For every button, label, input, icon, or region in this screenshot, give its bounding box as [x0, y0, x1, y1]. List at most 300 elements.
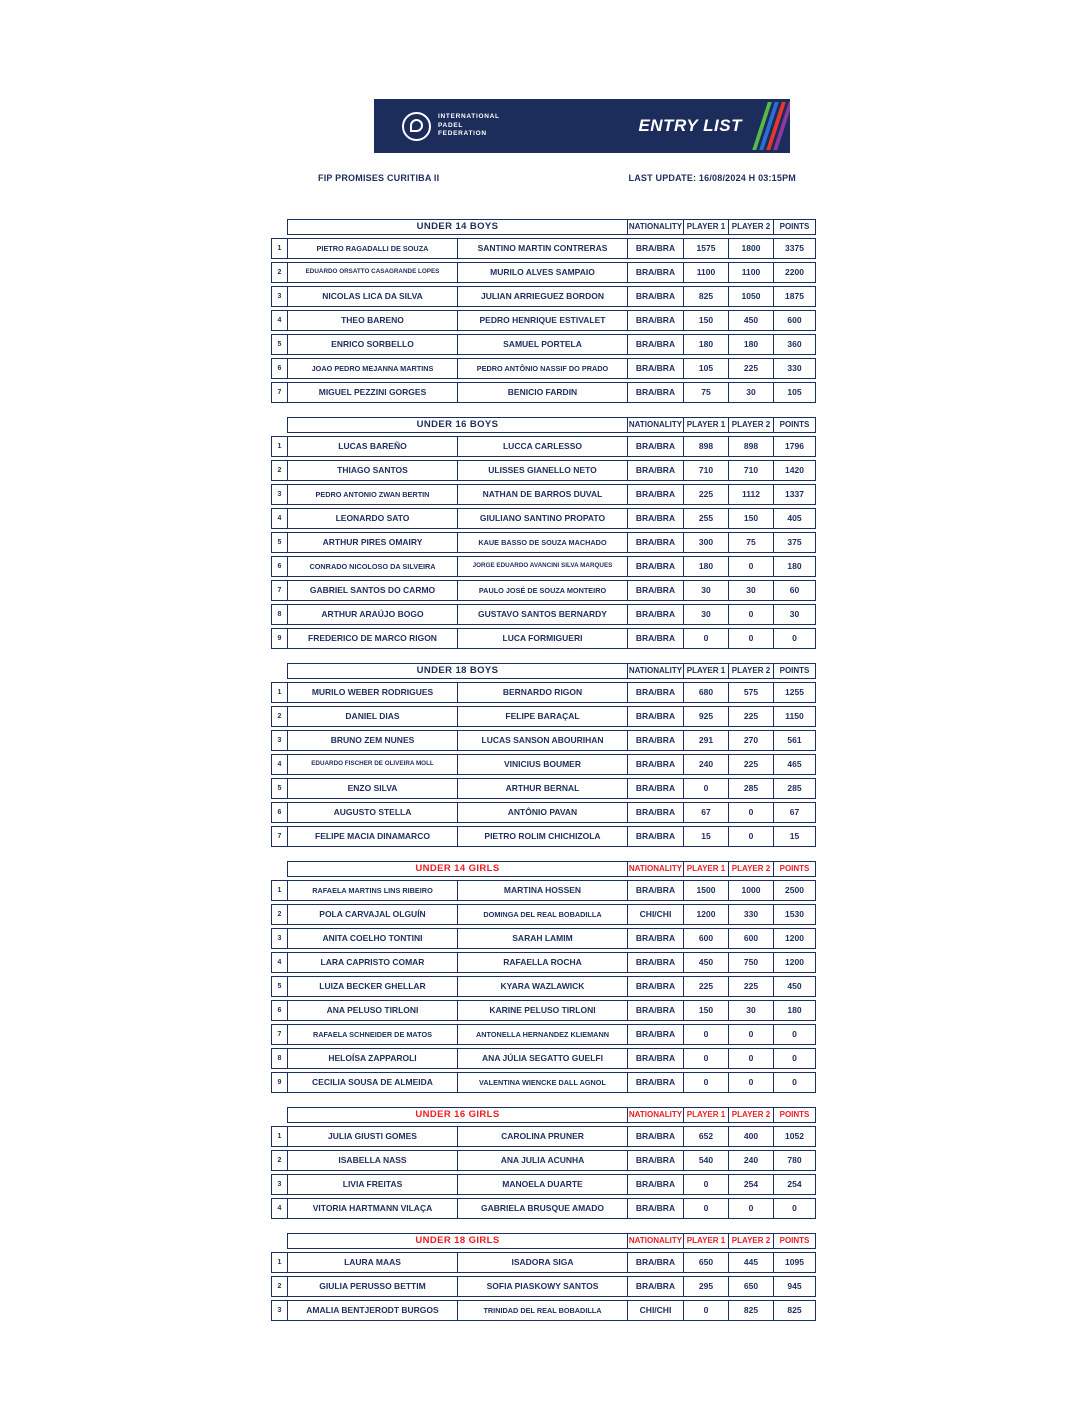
total-points: 1200: [773, 928, 816, 949]
player2-points: 240: [728, 1150, 774, 1171]
player1-name: EDUARDO FISCHER DE OLIVEIRA MOLL: [287, 754, 458, 775]
total-points: 1052: [773, 1126, 816, 1147]
fip-logo-text: [438, 113, 500, 138]
nationality-cell: BRA/BRA: [627, 1276, 684, 1297]
nationality-cell: BRA/BRA: [627, 508, 684, 529]
nationality-cell: BRA/BRA: [627, 1072, 684, 1093]
rank-cell: 1: [271, 436, 288, 457]
table-row: [271, 460, 821, 481]
rank-cell: 8: [271, 604, 288, 625]
player2-points: 710: [728, 460, 774, 481]
player1-name: LARA CAPRISTO COMAR: [287, 952, 458, 973]
rank-cell: 3: [271, 286, 288, 307]
player2-name: ISADORA SIGA: [457, 1252, 628, 1273]
table-row: [271, 1126, 821, 1147]
nationality-cell: BRA/BRA: [627, 310, 684, 331]
rank-cell: 7: [271, 580, 288, 601]
player2-name: MURILO ALVES SAMPAIO: [457, 262, 628, 283]
table-header-row: [287, 1107, 821, 1123]
player1-name: FELIPE MACIA DINAMARCO: [287, 826, 458, 847]
rank-cell: 8: [271, 1048, 288, 1069]
player1-points: 0: [683, 628, 729, 649]
table-row: [271, 1024, 821, 1045]
player2-points: 1112: [728, 484, 774, 505]
table-rows: [271, 238, 821, 403]
player2-points: 225: [728, 706, 774, 727]
player2-name: GUSTAVO SANTOS BERNARDY: [457, 604, 628, 625]
player1-name: AUGUSTO STELLA: [287, 802, 458, 823]
player1-name: AMALIA BENTJERODT BURGOS: [287, 1300, 458, 1321]
player1-name: LEONARDO SATO: [287, 508, 458, 529]
table-row: [271, 976, 821, 997]
player2-points: 0: [728, 628, 774, 649]
nationality-cell: BRA/BRA: [627, 880, 684, 901]
nationality-cell: BRA/BRA: [627, 1048, 684, 1069]
nationality-cell: BRA/BRA: [627, 1024, 684, 1045]
table-section: [271, 663, 821, 847]
player2-name: SOFIA PIASKOWY SANTOS: [457, 1276, 628, 1297]
player1-points: 1500: [683, 880, 729, 901]
table-row: [271, 778, 821, 799]
rank-cell: 3: [271, 730, 288, 751]
player2-points: 150: [728, 508, 774, 529]
table-row: [271, 628, 821, 649]
player1-name: JULIA GIUSTI GOMES: [287, 1126, 458, 1147]
player1-name: BRUNO ZEM NUNES: [287, 730, 458, 751]
player2-name: LUCA FORMIGUERI: [457, 628, 628, 649]
nationality-cell: BRA/BRA: [627, 1174, 684, 1195]
entry-list-title: ENTRY LIST: [638, 116, 742, 135]
rank-cell: 2: [271, 706, 288, 727]
player1-points: 150: [683, 310, 729, 331]
rank-cell: 6: [271, 802, 288, 823]
player2-name: ARTHUR BERNAL: [457, 778, 628, 799]
table-rows: [271, 682, 821, 847]
table-row: [271, 1150, 821, 1171]
player2-points: 0: [728, 802, 774, 823]
player1-name: CONRADO NICOLOSO DA SILVEIRA: [287, 556, 458, 577]
rank-cell: 9: [271, 628, 288, 649]
total-points: 180: [773, 556, 816, 577]
col-header-player1: PLAYER 1: [683, 1107, 729, 1123]
player1-points: 225: [683, 976, 729, 997]
player2-name: RAFAELLA ROCHA: [457, 952, 628, 973]
player2-points: 825: [728, 1300, 774, 1321]
table-row: [271, 262, 821, 283]
total-points: 0: [773, 1048, 816, 1069]
total-points: 600: [773, 310, 816, 331]
player2-name: GIULIANO SANTINO PROPATO: [457, 508, 628, 529]
player1-points: 450: [683, 952, 729, 973]
col-header-points: POINTS: [773, 861, 816, 877]
col-header-nationality: NATIONALITY: [627, 663, 684, 679]
col-header-nationality: NATIONALITY: [627, 1107, 684, 1123]
nationality-cell: CHI/CHI: [627, 904, 684, 925]
player2-points: 898: [728, 436, 774, 457]
nationality-cell: BRA/BRA: [627, 436, 684, 457]
table-title: UNDER 16 GIRLS: [287, 1107, 628, 1123]
player1-name: EDUARDO ORSATTO CASAGRANDE LOPES: [287, 262, 458, 283]
total-points: 15: [773, 826, 816, 847]
rank-cell: 3: [271, 928, 288, 949]
rank-cell: 5: [271, 334, 288, 355]
table-row: [271, 580, 821, 601]
table-rows: [271, 436, 821, 649]
total-points: 1200: [773, 952, 816, 973]
player1-name: LUIZA BECKER GHELLAR: [287, 976, 458, 997]
player2-points: 180: [728, 334, 774, 355]
table-header-row: [287, 663, 821, 679]
nationality-cell: BRA/BRA: [627, 1126, 684, 1147]
player1-points: 1200: [683, 904, 729, 925]
player1-points: 255: [683, 508, 729, 529]
rank-cell: 4: [271, 754, 288, 775]
player1-points: 225: [683, 484, 729, 505]
player1-points: 0: [683, 1198, 729, 1219]
player1-name: LUCAS BAREÑO: [287, 436, 458, 457]
total-points: 105: [773, 382, 816, 403]
total-points: 0: [773, 1198, 816, 1219]
rank-cell: 2: [271, 262, 288, 283]
col-header-player1: PLAYER 1: [683, 219, 729, 235]
player2-points: 1800: [728, 238, 774, 259]
total-points: 375: [773, 532, 816, 553]
table-row: [271, 904, 821, 925]
table-row: [271, 334, 821, 355]
page: [271, 99, 821, 1335]
player2-name: VINICIUS BOUMER: [457, 754, 628, 775]
table-row: [271, 1276, 821, 1297]
col-header-points: POINTS: [773, 1107, 816, 1123]
rank-cell: 5: [271, 778, 288, 799]
table-section: [271, 1233, 821, 1321]
table-header-row: [287, 861, 821, 877]
player2-points: 270: [728, 730, 774, 751]
nationality-cell: BRA/BRA: [627, 484, 684, 505]
total-points: 1095: [773, 1252, 816, 1273]
player1-name: CECILIA SOUSA DE ALMEIDA: [287, 1072, 458, 1093]
total-points: 67: [773, 802, 816, 823]
nationality-cell: CHI/CHI: [627, 1300, 684, 1321]
nationality-cell: BRA/BRA: [627, 580, 684, 601]
table-title: UNDER 18 BOYS: [287, 663, 628, 679]
player2-name: KARINE PELUSO TIRLONI: [457, 1000, 628, 1021]
table-title: UNDER 16 BOYS: [287, 417, 628, 433]
player2-points: 750: [728, 952, 774, 973]
player1-points: 295: [683, 1276, 729, 1297]
player2-name: JORGE EDUARDO AVANCINI SILVA MARQUES: [457, 556, 628, 577]
table-row: [271, 928, 821, 949]
player2-name: SANTINO MARTIN CONTRERAS: [457, 238, 628, 259]
nationality-cell: BRA/BRA: [627, 826, 684, 847]
total-points: 254: [773, 1174, 816, 1195]
player1-points: 0: [683, 1072, 729, 1093]
col-header-nationality: NATIONALITY: [627, 219, 684, 235]
player1-name: POLA CARVAJAL OLGUÍN: [287, 904, 458, 925]
table-row: [271, 286, 821, 307]
table-row: [271, 682, 821, 703]
nationality-cell: BRA/BRA: [627, 358, 684, 379]
rank-cell: 7: [271, 826, 288, 847]
total-points: 0: [773, 1072, 816, 1093]
rank-cell: 7: [271, 1024, 288, 1045]
table-row: [271, 730, 821, 751]
logo-line-2: PADEL: [438, 121, 464, 129]
fip-logo-icon: [402, 112, 431, 141]
player1-points: 67: [683, 802, 729, 823]
player1-points: 240: [683, 754, 729, 775]
total-points: 360: [773, 334, 816, 355]
player2-points: 30: [728, 580, 774, 601]
player2-name: SARAH LAMIM: [457, 928, 628, 949]
event-title: FIP PROMISES CURITIBA II: [318, 173, 440, 183]
player2-name: TRINIDAD DEL REAL BOBADILLA: [457, 1300, 628, 1321]
col-header-nationality: NATIONALITY: [627, 417, 684, 433]
player2-name: ANA JÚLIA SEGATTO GUELFI: [457, 1048, 628, 1069]
col-header-points: POINTS: [773, 663, 816, 679]
rank-cell: 6: [271, 556, 288, 577]
col-header-player2: PLAYER 2: [728, 861, 774, 877]
total-points: 1150: [773, 706, 816, 727]
col-header-player1: PLAYER 1: [683, 1233, 729, 1249]
nationality-cell: BRA/BRA: [627, 706, 684, 727]
player2-points: 1000: [728, 880, 774, 901]
table-row: [271, 1048, 821, 1069]
player2-points: 0: [728, 826, 774, 847]
player1-name: HELOÍSA ZAPPAROLI: [287, 1048, 458, 1069]
player2-name: BERNARDO RIGON: [457, 682, 628, 703]
player2-points: 0: [728, 1198, 774, 1219]
table-header-row: [287, 219, 821, 235]
player2-name: DOMINGA DEL REAL BOBADILLA: [457, 904, 628, 925]
player1-name: THEO BARENO: [287, 310, 458, 331]
player2-name: PIETRO ROLIM CHICHIZOLA: [457, 826, 628, 847]
player2-points: 285: [728, 778, 774, 799]
player1-points: 925: [683, 706, 729, 727]
nationality-cell: BRA/BRA: [627, 556, 684, 577]
table-row: [271, 1300, 821, 1321]
player1-points: 0: [683, 1024, 729, 1045]
nationality-cell: BRA/BRA: [627, 754, 684, 775]
player2-points: 400: [728, 1126, 774, 1147]
logo-line-3: FEDERATION: [438, 130, 487, 138]
fip-logo: [374, 112, 500, 141]
table-header-row: [287, 417, 821, 433]
player1-name: ISABELLA NASS: [287, 1150, 458, 1171]
col-header-player2: PLAYER 2: [728, 219, 774, 235]
table-row: [271, 532, 821, 553]
table-section: [271, 417, 821, 649]
rank-cell: 5: [271, 976, 288, 997]
rank-cell: 4: [271, 508, 288, 529]
player1-points: 300: [683, 532, 729, 553]
player2-name: NATHAN DE BARROS DUVAL: [457, 484, 628, 505]
col-header-player1: PLAYER 1: [683, 417, 729, 433]
player2-points: 0: [728, 556, 774, 577]
table-row: [271, 754, 821, 775]
rank-cell: 2: [271, 904, 288, 925]
total-points: 1530: [773, 904, 816, 925]
total-points: 3375: [773, 238, 816, 259]
col-header-player1: PLAYER 1: [683, 861, 729, 877]
player2-points: 225: [728, 358, 774, 379]
player1-points: 15: [683, 826, 729, 847]
player1-points: 291: [683, 730, 729, 751]
rank-cell: 1: [271, 238, 288, 259]
nationality-cell: BRA/BRA: [627, 1000, 684, 1021]
player1-points: 1575: [683, 238, 729, 259]
player2-name: ULISSES GIANELLO NETO: [457, 460, 628, 481]
total-points: 180: [773, 1000, 816, 1021]
player2-name: LUCCA CARLESSO: [457, 436, 628, 457]
nationality-cell: BRA/BRA: [627, 238, 684, 259]
player1-name: MURILO WEBER RODRIGUES: [287, 682, 458, 703]
table-row: [271, 952, 821, 973]
table-row: [271, 826, 821, 847]
rank-cell: 2: [271, 460, 288, 481]
nationality-cell: BRA/BRA: [627, 604, 684, 625]
rank-cell: 1: [271, 1126, 288, 1147]
nationality-cell: BRA/BRA: [627, 928, 684, 949]
player1-name: NICOLAS LICA DA SILVA: [287, 286, 458, 307]
col-header-points: POINTS: [773, 219, 816, 235]
table-row: [271, 880, 821, 901]
table-row: [271, 1000, 821, 1021]
player2-points: 600: [728, 928, 774, 949]
player1-points: 710: [683, 460, 729, 481]
player2-name: ANTONELLA HERNANDEZ KLIEMANN: [457, 1024, 628, 1045]
nationality-cell: BRA/BRA: [627, 460, 684, 481]
total-points: 1420: [773, 460, 816, 481]
player1-name: LAURA MAAS: [287, 1252, 458, 1273]
player1-name: FREDERICO DE MARCO RIGON: [287, 628, 458, 649]
player1-points: 75: [683, 382, 729, 403]
player1-points: 180: [683, 556, 729, 577]
player2-name: MARTINA HOSSEN: [457, 880, 628, 901]
table-row: [271, 556, 821, 577]
total-points: 1255: [773, 682, 816, 703]
player2-points: 0: [728, 1024, 774, 1045]
table-section: [271, 1107, 821, 1219]
nationality-cell: BRA/BRA: [627, 334, 684, 355]
player1-points: 30: [683, 604, 729, 625]
nationality-cell: BRA/BRA: [627, 682, 684, 703]
table-row: [271, 238, 821, 259]
player2-points: 75: [728, 532, 774, 553]
player2-points: 30: [728, 1000, 774, 1021]
player2-name: GABRIELA BRUSQUE AMADO: [457, 1198, 628, 1219]
player1-name: RAFAELA SCHNEIDER DE MATOS: [287, 1024, 458, 1045]
nationality-cell: BRA/BRA: [627, 778, 684, 799]
rank-cell: 1: [271, 682, 288, 703]
player1-points: 1100: [683, 262, 729, 283]
player2-points: 575: [728, 682, 774, 703]
table-row: [271, 310, 821, 331]
rank-cell: 9: [271, 1072, 288, 1093]
player1-points: 0: [683, 1300, 729, 1321]
table-rows: [271, 1252, 821, 1321]
player1-name: DANIEL DIAS: [287, 706, 458, 727]
stripes-icon: [752, 102, 790, 150]
nationality-cell: BRA/BRA: [627, 532, 684, 553]
col-header-player2: PLAYER 2: [728, 663, 774, 679]
player1-name: ANA PELUSO TIRLONI: [287, 1000, 458, 1021]
player1-points: 0: [683, 778, 729, 799]
total-points: 2200: [773, 262, 816, 283]
player2-name: SAMUEL PORTELA: [457, 334, 628, 355]
rank-cell: 4: [271, 952, 288, 973]
table-rows: [271, 1126, 821, 1219]
col-header-player1: PLAYER 1: [683, 663, 729, 679]
table-section: [271, 219, 821, 403]
player1-name: LIVIA FREITAS: [287, 1174, 458, 1195]
table-row: [271, 508, 821, 529]
nationality-cell: BRA/BRA: [627, 730, 684, 751]
table-row: [271, 484, 821, 505]
player2-points: 450: [728, 310, 774, 331]
col-header-player2: PLAYER 2: [728, 1233, 774, 1249]
player1-points: 105: [683, 358, 729, 379]
total-points: 0: [773, 1024, 816, 1045]
total-points: 825: [773, 1300, 816, 1321]
col-header-points: POINTS: [773, 1233, 816, 1249]
player1-points: 898: [683, 436, 729, 457]
rank-cell: 1: [271, 1252, 288, 1273]
table-row: [271, 1072, 821, 1093]
player2-name: VALENTINA WIENCKE DALL AGNOL: [457, 1072, 628, 1093]
table-row: [271, 706, 821, 727]
col-header-nationality: NATIONALITY: [627, 1233, 684, 1249]
player1-name: ENZO SILVA: [287, 778, 458, 799]
player2-name: BENICIO FARDIN: [457, 382, 628, 403]
player1-points: 680: [683, 682, 729, 703]
player2-name: LUCAS SANSON ABOURIHAN: [457, 730, 628, 751]
player1-name: ENRICO SORBELLO: [287, 334, 458, 355]
player1-name: MIGUEL PEZZINI GORGES: [287, 382, 458, 403]
table-title: UNDER 14 BOYS: [287, 219, 628, 235]
table-row: [271, 436, 821, 457]
player1-name: ARTHUR ARAÚJO BOGO: [287, 604, 458, 625]
player1-name: JOAO PEDRO MEJANNA MARTINS: [287, 358, 458, 379]
col-header-points: POINTS: [773, 417, 816, 433]
player2-name: JULIAN ARRIEGUEZ BORDON: [457, 286, 628, 307]
total-points: 285: [773, 778, 816, 799]
nationality-cell: BRA/BRA: [627, 1198, 684, 1219]
total-points: 330: [773, 358, 816, 379]
total-points: 0: [773, 628, 816, 649]
total-points: 1796: [773, 436, 816, 457]
col-header-player2: PLAYER 2: [728, 1107, 774, 1123]
nationality-cell: BRA/BRA: [627, 286, 684, 307]
player1-name: GABRIEL SANTOS DO CARMO: [287, 580, 458, 601]
nationality-cell: BRA/BRA: [627, 952, 684, 973]
player1-points: 540: [683, 1150, 729, 1171]
nationality-cell: BRA/BRA: [627, 382, 684, 403]
player2-name: KAUE BASSO DE SOUZA MACHADO: [457, 532, 628, 553]
player2-points: 254: [728, 1174, 774, 1195]
total-points: 2500: [773, 880, 816, 901]
player1-name: PEDRO ANTONIO ZWAN BERTIN: [287, 484, 458, 505]
player2-points: 0: [728, 1048, 774, 1069]
player2-points: 0: [728, 1072, 774, 1093]
table-header-row: [287, 1233, 821, 1249]
rank-cell: 3: [271, 1174, 288, 1195]
total-points: 1875: [773, 286, 816, 307]
player1-name: ANITA COELHO TONTINI: [287, 928, 458, 949]
table-row: [271, 1252, 821, 1273]
rank-cell: 6: [271, 358, 288, 379]
rank-cell: 4: [271, 310, 288, 331]
